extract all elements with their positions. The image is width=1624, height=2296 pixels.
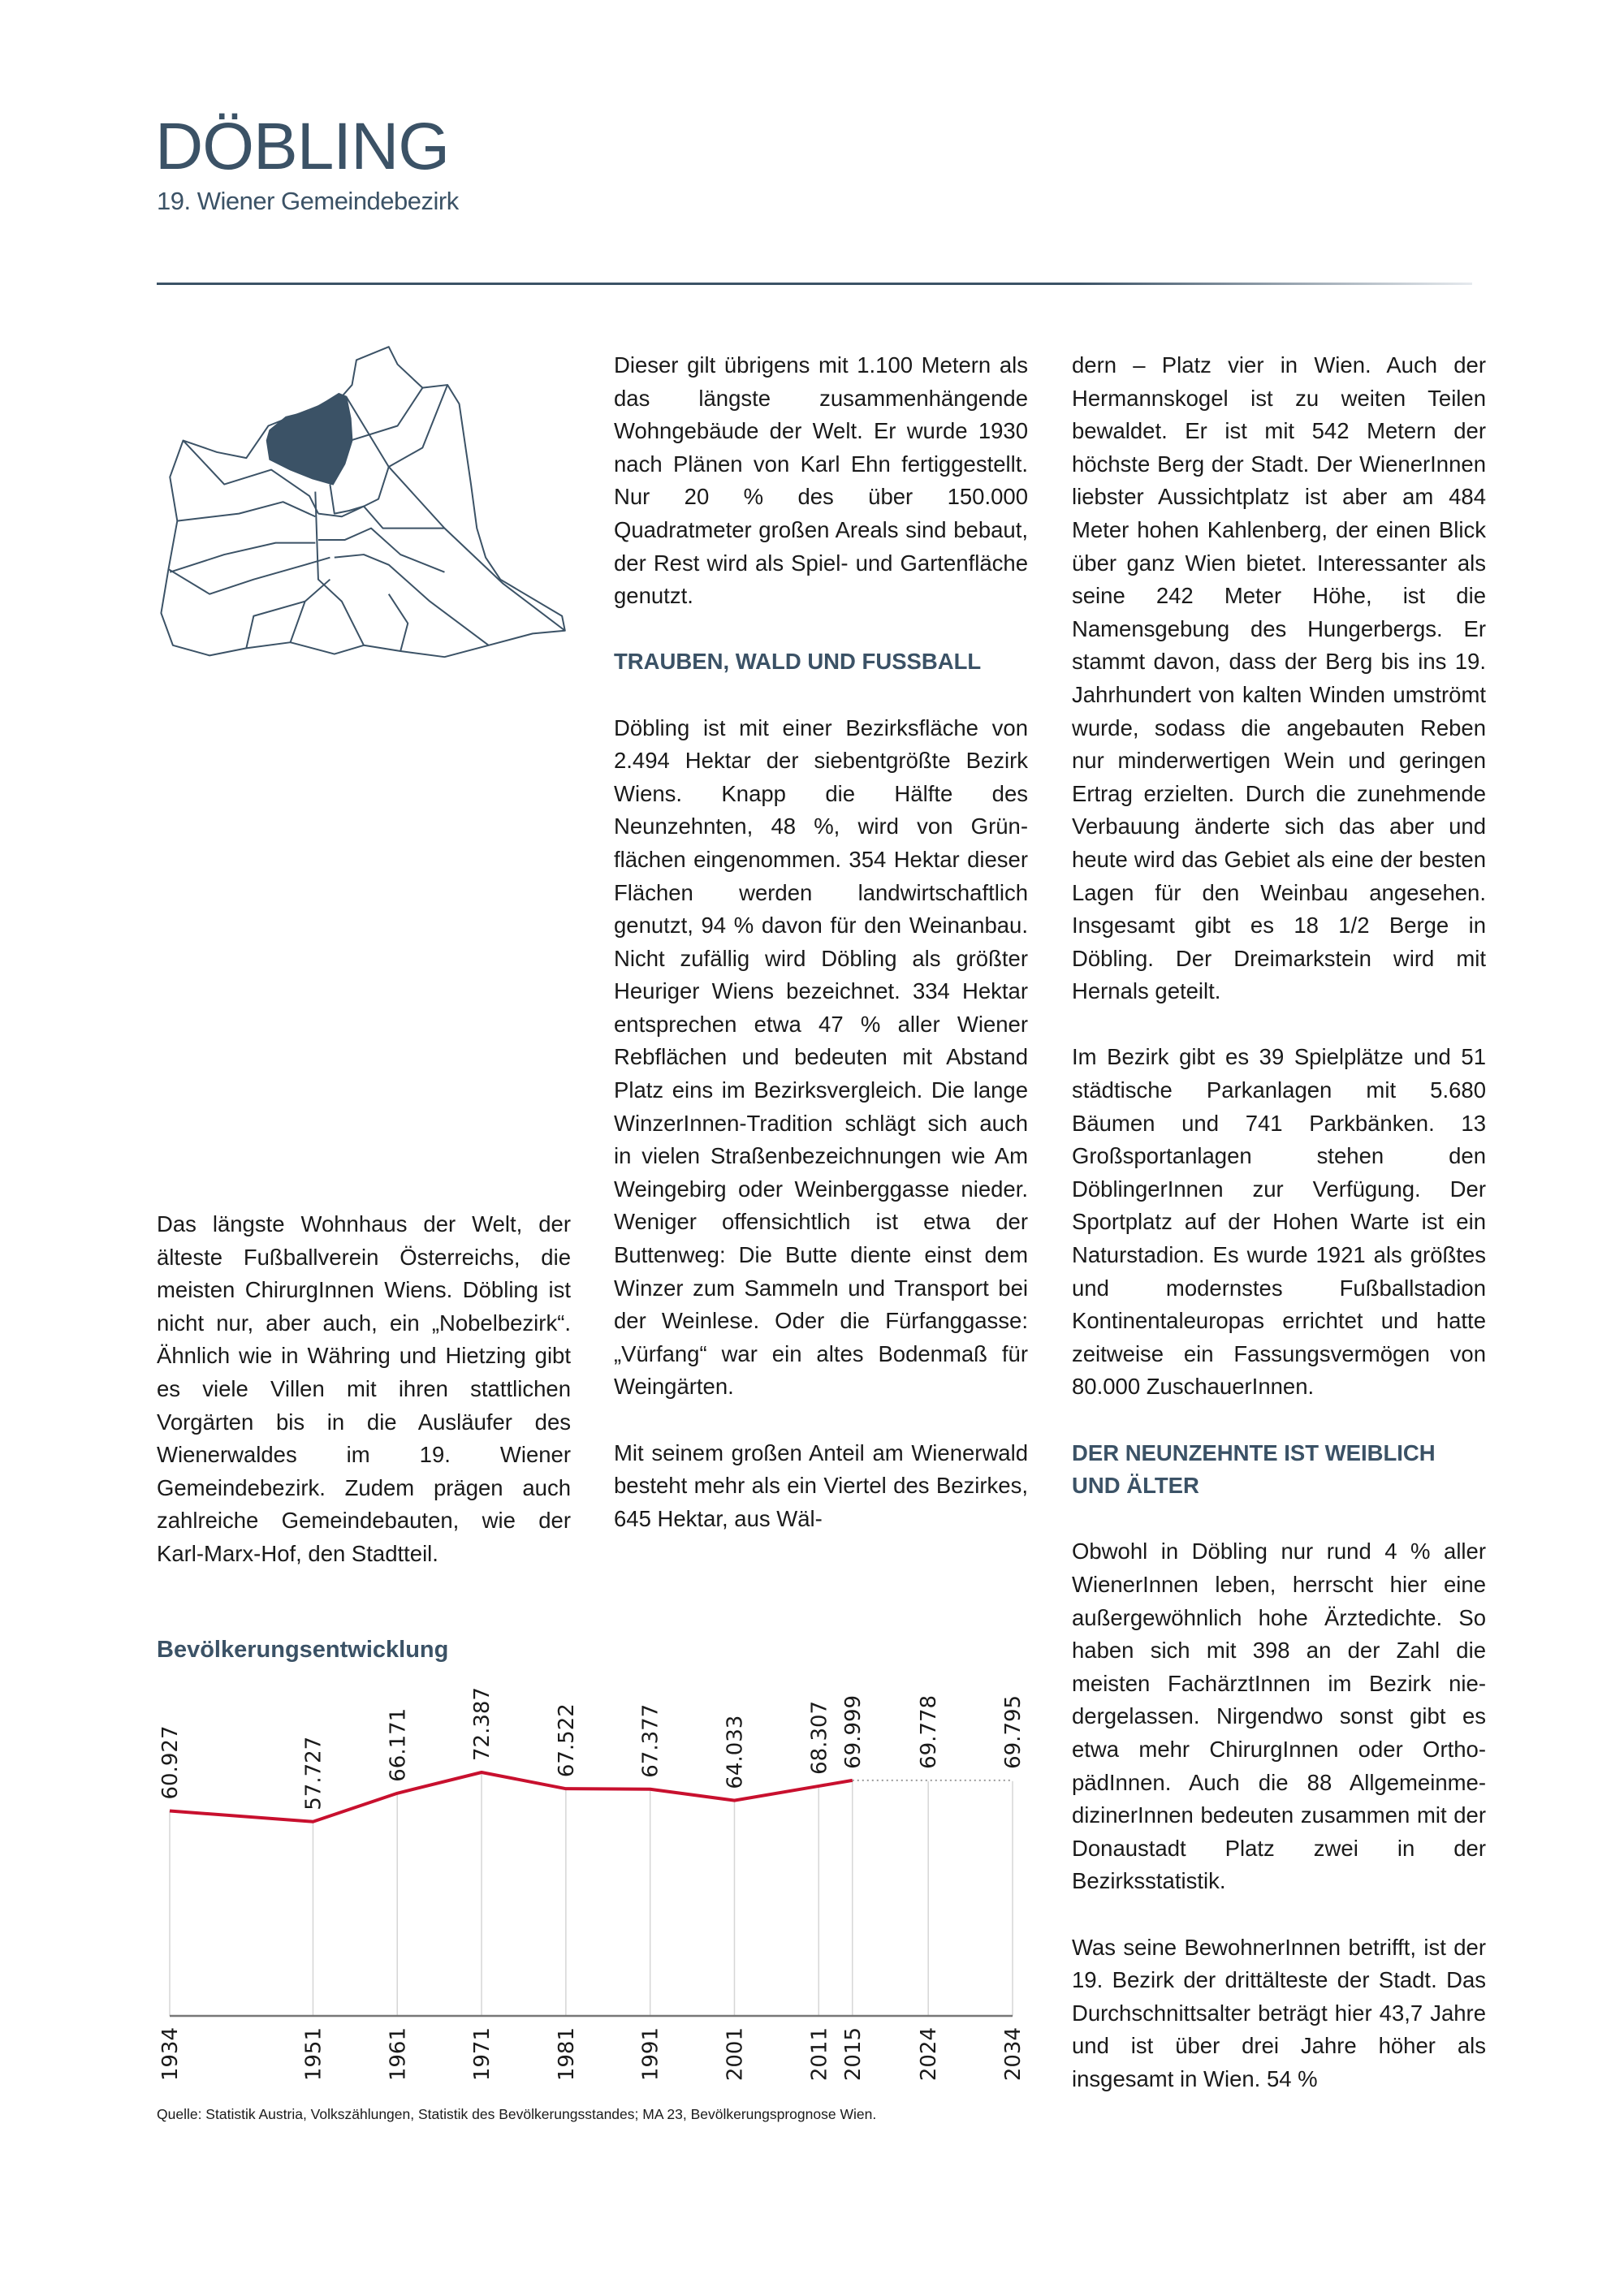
- paragraph: Was seine BewohnerInnen betrifft, ist der 19. Bezirk der drittälteste der Stadt. Das Durchschnittsalter beträgt hier 43,7 Jahre und ist über drei Jahre höher als insgesamt in Wien. 54 %: [1072, 1934, 1486, 2091]
- x-tick-label: 2015: [840, 2027, 866, 2082]
- text-column-1: [157, 1208, 571, 1603]
- data-label: 66.171: [386, 1707, 411, 1782]
- x-tick-label: 1951: [301, 2027, 326, 2082]
- paragraph: Döbling ist mit einer Bezirksfläche von 2.494 Hektar der siebentgrößte Bezirk Wiens. Knapp die Hälfte des Neunzehnten, 48 %, wird von Grünflächen eingenommen. 354 Hektar dieser Flächen werden landwirtschaftlich genutzt, 94 % davon für den Weinanbau. Nicht zufällig wird Döbling als größter Heuriger Wiens bezeichnet. 334 Hektar entsprechen etwa 47 % aller Wiener Rebflächen und bedeuten mit Abstand Platz eins im Bezirksvergleich. Die lange WinzerInnen-Tradition schlägt sich auch in vielen Straßenbezeichnungen wie Am Weingebirg oder Weinberggasse nieder. Weniger offensichtlich ist etwa der Buttenweg: Die Butte diente einst dem Winzer zum Sammeln und Transport bei der Weinlese. Oder die Fürfanggasse: „Vürfang“ war ein altes Bodenmaß für Weingärten.: [614, 714, 1028, 1400]
- paragraph: dern – Platz vier in Wien. Auch der Hermannskogel ist zu weiten Teilen bewaldet. Er ist mit 542 Metern der höchste Berg der Stadt. Der WienerInnen liebster Aussichtplatz ist aber am 484 Meter hohen Kahlenberg, der einen Blick über ganz Wien bietet. Interessanter als seine 242 Meter Höhe, ist die Namensgebung des Hungerbergs. Er stammt davon, dass der Berg bis ins 19. Jahrhundert von kalten Winden umströmt wurde, sodass die angebauten Reben nur minderwertigen Wein und geringen Ertrag erzielten. Durch die zunehmende Verbauung änderte sich das aber und heute wird das Gebiet als eine der besten Lagen für den Weinbau angesehen. Insgesamt gibt es 18 1/2 Berge in Döbling. Der Dreimarkstein wird mit Hernals geteilt.: [1072, 352, 1486, 1004]
- data-label: 67.377: [638, 1703, 663, 1778]
- data-label: 69.795: [1001, 1694, 1026, 1769]
- section-heading: DER NEUNZEHNTE IST WEIBLICH UND ÄLTER: [1072, 1439, 1436, 1499]
- data-label: 60.927: [158, 1725, 183, 1800]
- data-label: 72.387: [470, 1687, 495, 1761]
- text-column-2: [614, 349, 1028, 1569]
- x-tick-label: 2001: [723, 2027, 748, 2082]
- chart-source: Quelle: Statistik Austria, Volkszählungen, Statistik des Bevölkerungsstandes; MA 23, Bevölkerungsprognose Wien.: [157, 2106, 877, 2122]
- text-column-3: [1072, 349, 1486, 2129]
- data-label: 57.727: [301, 1736, 326, 1810]
- data-label: 64.033: [723, 1715, 748, 1789]
- data-label: 69.778: [917, 1694, 942, 1769]
- doebling-district-highlight: [267, 394, 352, 485]
- section-heading: TRAUBEN, WALD UND FUSSBALL: [614, 649, 982, 675]
- paragraph: Obwohl in Döbling nur rund 4 % aller WienerInnen leben, herrscht hier eine außergewöhnlich hohe Ärztedichte. So haben sich mit 398 an der Zahl die meisten FachärztInnen im Bezirk niedergelassen. Nirgendwo sonst gibt es etwa mehr ChirurgInnen oder OrthopädInnen. Auch die 88 AllgemeinmedizinerInnen bedeuten zusammen mit der Donaustadt Platz zwei in der Bezirksstatistik.: [1072, 1539, 1486, 1894]
- data-label: 68.307: [807, 1700, 832, 1775]
- data-label: 69.999: [840, 1694, 866, 1769]
- x-tick-label: 1961: [386, 2027, 411, 2082]
- paragraph: Im Bezirk gibt es 39 Spielplätze und 51 städtische Parkanlagen mit 5.680 Bäumen und 741 Parkbänken. 13 Großsportanlagen stehen den DöblingerInnen zur Verfügung. Der Sportplatz auf der Hohen Warte ist ein Naturstadion. Es wurde 1921 als größtes und modernstes Fußballstadion Kontinentaleuropas errichtet und hatte zeitweise ein Fassungsvermögen von 80.000 ZuschauerInnen.: [1072, 1044, 1486, 1400]
- chart-title: Bevölkerungsentwicklung: [157, 1637, 449, 1663]
- x-tick-label: 1971: [470, 2027, 495, 2082]
- x-tick-label: 1934: [158, 2027, 183, 2082]
- x-tick-label: 2034: [1001, 2027, 1026, 2082]
- page-title: DÖBLING: [155, 110, 450, 183]
- x-tick-label: 1981: [554, 2027, 579, 2082]
- vienna-district-map: [157, 341, 571, 666]
- paragraph: Dieser gilt übrigens mit 1.100 Metern als das längste zusammenhängende Wohngebäude der Welt. Er wurde 1930 nach Plänen von Karl Ehn fertiggestellt. Nur 20 % des über 150.000 Quadratmeter großen Areals sind bebaut, der Rest wird als Spiel- und Gartenfläche genutzt.: [614, 352, 1028, 609]
- page-subtitle: 19. Wiener Gemeindebezirk: [157, 187, 459, 215]
- x-tick-label: 2011: [807, 2027, 832, 2082]
- paragraph: Mit seinem großen Anteil am Wienerwald besteht mehr als ein Viertel des Bezirkes, 645 Hektar, aus Wäl-: [614, 1439, 1028, 1531]
- x-tick-label: 2024: [917, 2027, 942, 2082]
- intro-paragraph: Das längste Wohnhaus der Welt, der älteste Fußballverein Österreichs, die meisten ChirurgInnen Wiens. Döbling ist nicht nur, aber auch, ein „Nobelbezirk“. Ähnlich wie in Währing und Hietzing gibt es viele Villen mit ihren stattlichen Vorgärten bis in die Ausläufer des Wienerwaldes im 19. Wiener Gemeindebezirk. Zudem prägen auch zahlreiche Gemeindebauten, wie der Karl-Marx-Hof, den Stadtteil.: [157, 1211, 571, 1566]
- x-tick-label: 1991: [638, 2027, 663, 2082]
- data-label: 67.522: [554, 1703, 579, 1778]
- vienna-outline: [161, 347, 564, 657]
- header-divider: [157, 283, 1472, 285]
- population-series-line: [170, 1772, 853, 1822]
